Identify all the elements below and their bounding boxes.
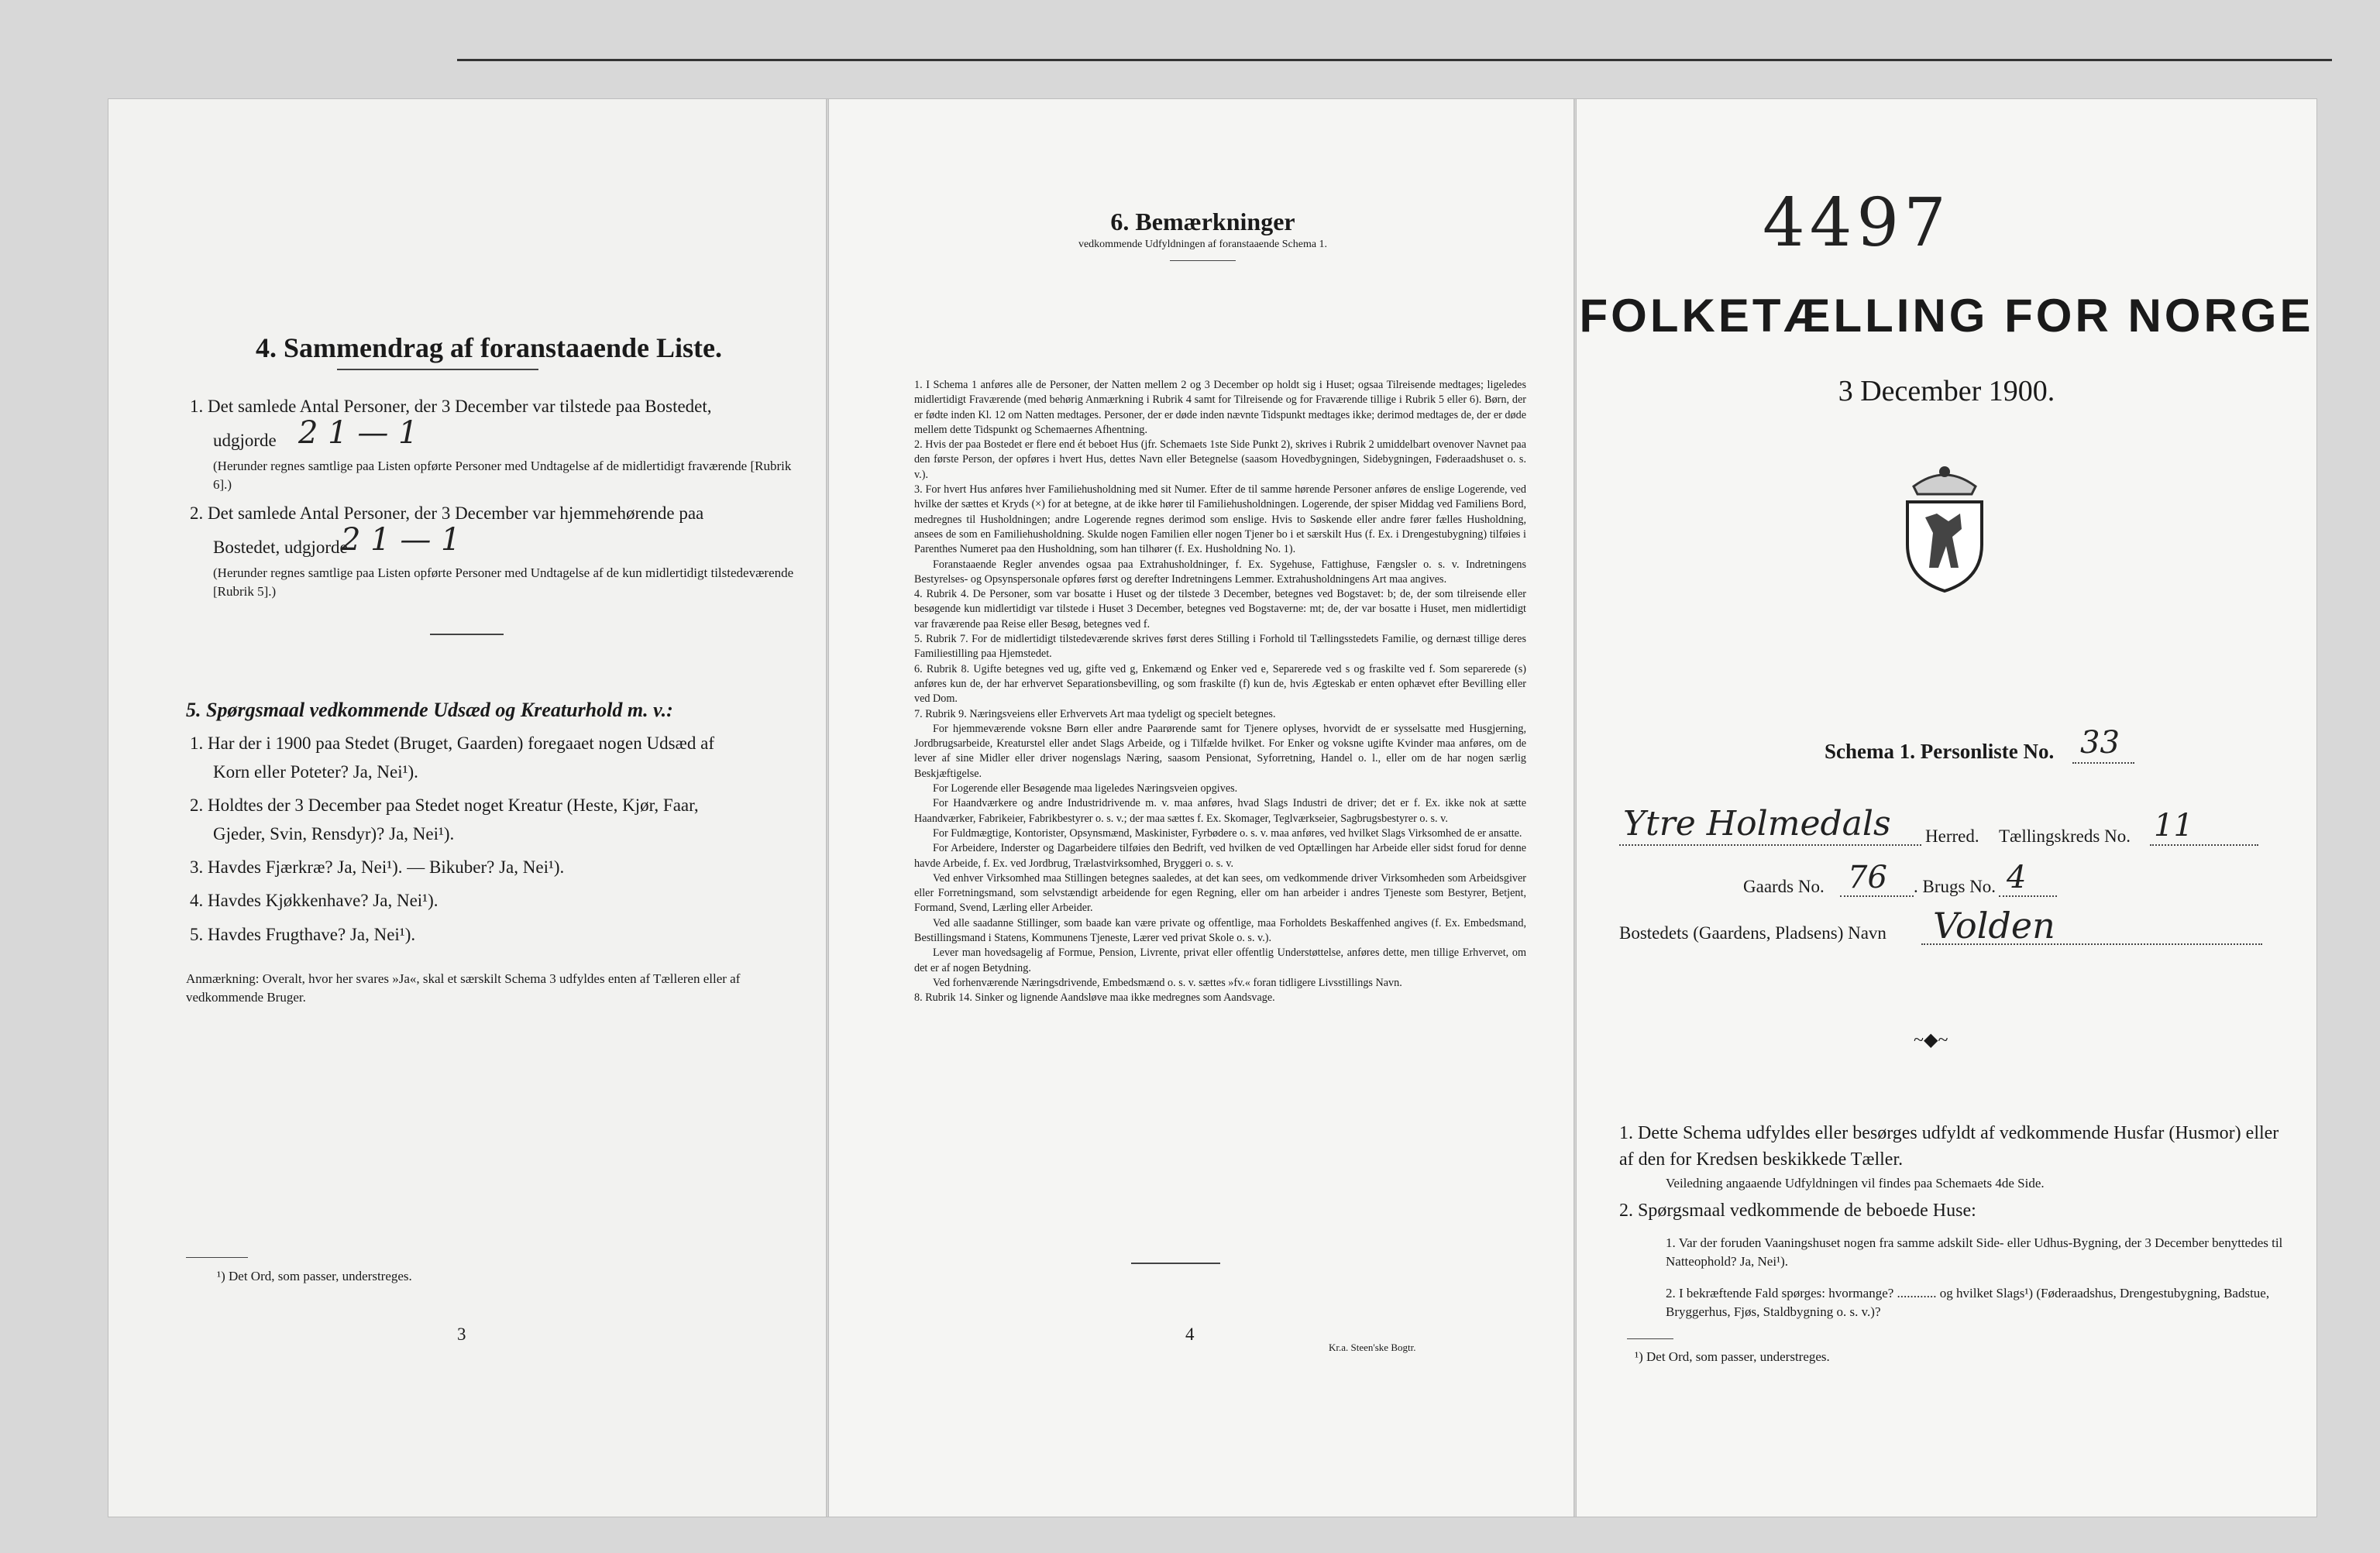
census-date: 3 December 1900. (1838, 375, 2055, 407)
remark-item: For Haandværkere og andre Industridrivende m. v. maa anføres, hvad Slags Industri de driver; det er f. Ex. ikke nok at sætte Haandværker, Fabrikeier, Fabrikbestyrer o. s. v.; der maa sættes f. Ex. Skomager, Teglværkseier, Sagbrugsbestyrer o. s. v. (914, 797, 1526, 825)
q2b: Gjeder, Svin, Rensdyr)? Ja, Nei¹). (213, 824, 455, 843)
remark-item: 6. Rubrik 8. Ugifte betegnes ved ug, gifte ved g, Enkemænd og Enker ved e, Separerede ved s og fraskilte ved f. Som separerede (s) anføres kun de, der har erhvervet Separationsbevilling, og som fraskilte (f) kun de, hvis Ægteskab er enten ophævet efter Bevilling eller ved Dom. (914, 662, 1526, 706)
herred-handwritten: Ytre Holmedals (1623, 804, 1891, 843)
bosted-handwritten: Volden (1933, 905, 2055, 947)
q1: 1. Har der i 1900 paa Stedet (Bruget, Gaarden) foregaaet nogen Udsæd af (190, 734, 714, 753)
section-4-title: 4. Sammendrag af foranstaaende Liste. (256, 332, 722, 363)
remark-item: Ved forhenværende Næringsdrivende, Embedsmænd o. s. v. sættes »fv.« foran tidligere Livsstillings Navn. (933, 976, 1402, 989)
annotation-note: Anmærkning: Overalt, hvor her svares »Ja«, skal et særskilt Schema 3 udfyldes enten af Tælleren eller af vedkommende Bruger. (186, 971, 741, 1005)
footnote: ¹) Det Ord, som passer, understreges. (1635, 1349, 1830, 1364)
s4-item2-handwritten: 2 1 — 1 (341, 522, 461, 558)
remark-item: 2. Hvis der paa Bostedet er flere end ét beboet Hus (jfr. Schemaets 1ste Side Punkt 2), skrives i Rubrik 2 umiddelbart ovenover Navnet paa den første Person, der opføres i hvert Hus, dettes Navn eller Betegnelse (saasom Hovedbygningen, Sidebygningen, Føderaadshuset o. s. v.). (914, 438, 1526, 481)
s4-item1b: udgjorde (213, 431, 277, 450)
coat-of-arms-icon (1890, 459, 1999, 595)
left-page (108, 99, 833, 1517)
footnote: ¹) Det Ord, som passer, understreges. (217, 1269, 412, 1283)
title-rule (1170, 260, 1236, 261)
remarks-title: 6. Bemærkninger (1110, 208, 1295, 235)
bosted-line (1921, 943, 2262, 945)
instruction-2-q2: 2. I bekræftende Fald spørges: hvormange? ............ og hvilket Slags¹) (Føderaadshus, Drengestubygning, Badstue, Bryggerhus, Fjøs, Staldbygning o. s. v.)? (1666, 1286, 2270, 1319)
footnote-rule (186, 1257, 248, 1258)
herred-label: Herred. (1925, 826, 1979, 846)
printer-imprint: Kr.a. Steen'ske Bogtr. (1329, 1342, 1416, 1353)
brugs-number: 4 (2007, 860, 2027, 895)
remark-item: 4. Rubrik 4. De Personer, som var bosatte i Huset og der tilstede 3 December, betegnes ved Bogstavet: b; de, der som tilreisende eller besøgende kun midlertidigt var tilstede i Huset 3 December, betegnes ved Bogstaverne: mt; de, der var bosatte i Huset, men midlertidigt var fraværende paa Reise eller Besøg, betegnes ved f. (914, 588, 1526, 630)
instruction-1-note: Veiledning angaaende Udfyldningen vil findes paa Schemaets 4de Side. (1666, 1176, 2045, 1191)
instruction-2: 2. Spørgsmaal vedkommende de beboede Huse: (1619, 1201, 1976, 1221)
handwritten-archive-number: 4497 (1763, 184, 1951, 262)
remark-item: For hjemmeværende voksne Børn eller andre Paarørende samt for Tjenere oplyses, hvorvidt de er sysselsatte med Husgjerning, Jordbrugsarbeide, Kreaturstel eller andet Slags Arbeide, og i Tilfælde hvilket. For Enker og voksne ugifte Kvinder maa anføres, om de lever af sine Midler eller driver nogenslags Næring, saasom Pensionat, Syforretning, Handel o. l., eller om de har nogen særlig Beskjæftigelse. (914, 722, 1526, 780)
footnote-rule (1627, 1338, 1673, 1339)
personliste-line (2072, 762, 2134, 764)
remark-item: Ved enhver Virksomhed maa Stillingen betegnes saaledes, at det kan sees, om vedkommende driver Virksomheden som Arbeidsgiver eller Forretningsmand, som selvstændigt arbeidende for egen Regning, eller om han arbeider i andres Tjeneste som Bestyrer, Betjent, Formand, Svend, Lærling eller Arbeider. (914, 871, 1526, 915)
herred-line (1619, 844, 1921, 846)
remark-item: Foranstaaende Regler anvendes ogsaa paa Extrahusholdninger, f. Ex. Sygehuse, Fattighuse, Fængsler o. s. v. Indretningens Bestyrelses- og Opsynspersonale opføres først og derefter Indretningens Lemmer. Extrahusholdningens Art maa angives. (914, 558, 1526, 586)
remark-item: For Fuldmægtige, Kontorister, Opsynsmænd, Maskinister, Fyrbødere o. s. v. maa anføres, ved hvilket Slags Virksomhed de er ansatte. (933, 826, 1522, 840)
remark-item: 8. Rubrik 14. Sinker og lignende Aandsløve maa ikke medregnes som Aandsvage. (914, 991, 1275, 1005)
remark-item: 1. I Schema 1 anføres alle de Personer, der Natten mellem 2 og 3 December op holdt sig i Huset; ogsaa Tilreisende medtages; ligeledes midlertidigt Fraværende (med behørig Anmærkning i Rubrik 4 samt for Tilreisende og for Fraværende tillige i Rubrik 5 eller 6). Børn, der er fødte inden Kl. 12 om Natten medtages. Personer, der er døde inden nævnte Tidspunkt medtages ikke; derimod medtages de, der er døde mellem dette Tidspunkt og Schemaernes Afhentning. (914, 379, 1526, 436)
ornament-divider: ~◆~ (1914, 1030, 1948, 1050)
remark-item: 3. For hvert Hus anføres hver Familiehusholdning med sit Numer. Efter de til samme hørende Personer anføres de enslige Logerende, ved hvilke der sættes et Kryds (×) for at betegne, at de ikke hører til Familiehusholdningen. Logerende, der spiser Middag ved Familiens Bord, medregnes til Husholdningen; andre Logerende regnes derimod som enslige. Hvis to Søskende eller andre fører fælles Husholdning, ansees de som en Familiehusholdning. Skulde nogen Familien eller nogen Tjener bo i et særskilt Hus (f. Ex. i Drengestubygning) tilføies i Parenthes Numeret paa den Husholdning, som han tilhører (f. Ex. Husholdning No. 1). (914, 483, 1526, 556)
remark-item: 5. Rubrik 7. For de midlertidigt tilstedeværende skrives først deres Stilling i Forhold til Tællingsstedets Familie, og dernæst tillige deres Familiestilling paa Hjemstedet. (914, 633, 1526, 661)
kreds-number: 11 (2154, 808, 2193, 843)
gaards-line (1840, 895, 1914, 897)
s4-item2: 2. Det samlede Antal Personer, der 3 December var hjemmehørende paa (190, 503, 704, 523)
top-edge-rule (457, 59, 2332, 61)
s4-item2-note: (Herunder regnes samtlige paa Listen opførte Personer med Undtagelse af de kun midlertidigt tilstedeværende [Rubrik 5].) (213, 565, 794, 599)
gaards-label: Gaards No. (1743, 877, 1825, 896)
personliste-number: 33 (2080, 725, 2120, 761)
section-5-title: 5. Spørgsmaal vedkommende Udsæd og Kreaturhold m. v.: (186, 699, 673, 721)
q3: 3. Havdes Fjærkræ? Ja, Nei¹). — Bikuber? Ja, Nei¹). (190, 857, 565, 877)
remark-item: Ved alle saadanne Stillinger, som baade kan være private og offentlige, maa Forholdets Beskaffenhed angives (f. Ex. Embedsmand, Bestillingsmand i Statens, Kommunens Tjeneste, Lærer ved privat Skole o. s. v.). (914, 916, 1526, 944)
instruction-2-q1: 1. Var der foruden Vaaningshuset nogen fra samme adskilt Side- eller Udhus-Bygning, der 3 December benyttedes til Natteophold? Ja, Nei¹). (1666, 1235, 2283, 1269)
remarks-subtitle: vedkommende Udfyldningen af foranstaaende Schema 1. (1078, 239, 1328, 250)
remarks-list (914, 378, 1526, 1005)
s4-item1-handwritten: 2 1 — 1 (298, 415, 418, 451)
page-number: 3 (457, 1325, 466, 1344)
right-page (1577, 99, 2316, 1517)
s4-item1: 1. Det samlede Antal Personer, der 3 December var tilstede paa Bostedet, (190, 397, 712, 416)
gaards-number: 76 (1848, 860, 1887, 895)
schema-label: Schema 1. Personliste No. (1825, 740, 2055, 763)
q5: 5. Havdes Frugthave? Ja, Nei¹). (190, 925, 416, 944)
instruction-1: 1. Dette Schema udfyldes eller besørges udfyldt af vedkommende Husfar (Husmor) eller af den for Kredsen beskikkede Tæller. (1619, 1123, 2279, 1170)
s4-item2b: Bostedet, udgjorde (213, 538, 348, 557)
divider (1131, 1263, 1220, 1264)
middle-page (829, 99, 1577, 1517)
s4-item1-note: (Herunder regnes samtlige paa Listen opførte Personer med Undtagelse af de midlertidigt fraværende [Rubrik 6].) (213, 459, 792, 492)
remark-item: 7. Rubrik 9. Næringsveiens eller Erhvervets Art maa tydeligt og specielt betegnes. (914, 707, 1276, 720)
divider (430, 634, 504, 635)
q2: 2. Holdtes der 3 December paa Stedet noget Kreatur (Heste, Kjør, Faar, (190, 795, 699, 815)
remark-item: For Arbeidere, Inderster og Dagarbeidere tilføies den Bedrift, ved hvilken de ved Optællingen har Arbeide eller sidst forud for denne havde Arbeide, f. Ex. ved Jordbrug, Trælastvirksomhed, Bryggeri o. s. v. (914, 842, 1526, 870)
page-number: 4 (1185, 1325, 1195, 1344)
remark-item: For Logerende eller Besøgende maa ligeledes Næringsveien opgives. (933, 782, 1238, 795)
remark-item: Lever man hovedsagelig af Formue, Pension, Livrente, privat eller offentlig Understøttelse, anføres dette, men tillige Erhvervet, om det er af nogen Betydning. (914, 947, 1526, 974)
bosted-label: Bostedets (Gaardens, Pladsens) Navn (1619, 923, 1886, 943)
kreds-line (2150, 844, 2258, 846)
q4: 4. Havdes Kjøkkenhave? Ja, Nei¹). (190, 891, 439, 910)
census-title: FOLKETÆLLING FOR NORGE (1579, 290, 2314, 342)
kreds-label: Tællingskreds No. (1999, 826, 2131, 846)
title-underline (337, 369, 538, 370)
brugs-line (1999, 895, 2057, 897)
brugs-label: . Brugs No. (1914, 877, 1997, 896)
q1b: Korn eller Poteter? Ja, Nei¹). (213, 762, 418, 782)
